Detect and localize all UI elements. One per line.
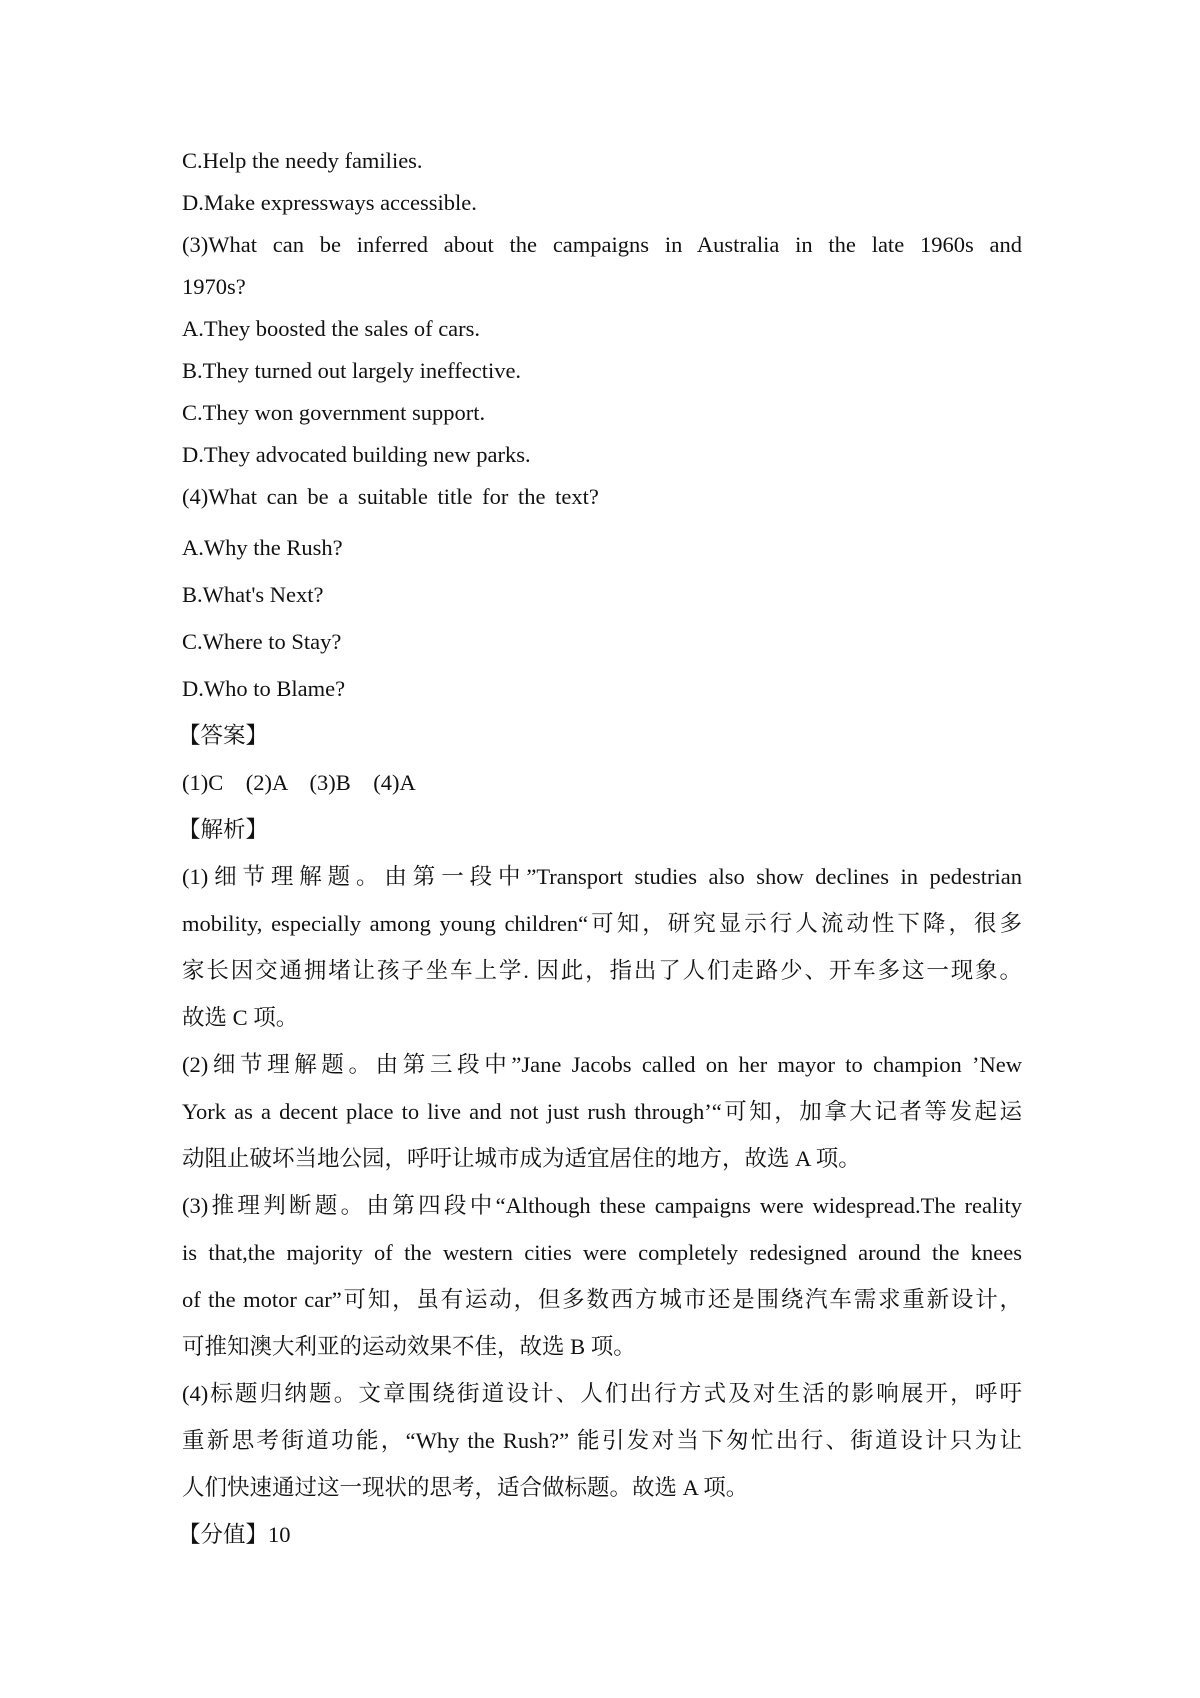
q3-option-b: B.They turned out largely ineffective. [182,358,522,383]
q4-option-d: D.Who to Blame? [182,676,346,701]
score-line: 【分值】10 [178,1522,291,1547]
q3-stem-line-1: (3)What can be inferred about the campaigns in Australia in the late 1960s and [182,232,1022,257]
analysis-line: 重新思考街道功能，“Why the Rush?” 能引发对当下匆忙出行、街道设计只为让 [182,1428,1022,1453]
analysis-line: (2)细节理解题。由第三段中”Jane Jacobs called on her mayor to champion ’New [182,1052,1022,1077]
analysis-line: of the motor car”可知，虽有运动，但多数西方城市还是围绕汽车需求重新设计， [182,1287,1022,1312]
q4-option-c: C.Where to Stay? [182,629,342,654]
q3-option-c: C.They won government support. [182,400,486,425]
answer-heading: 【答案】 [178,723,269,748]
analysis-line: 故选 C 项。 [182,1005,299,1030]
analysis-line: mobility, especially among young children“可知，研究显示行人流动性下降，很多 [182,911,1022,936]
analysis-line: 动阻止破坏当地公园，呼吁让城市成为适宜居住的地方，故选 A 项。 [182,1146,861,1171]
q2-option-d: D.Make expressways accessible. [182,190,477,215]
analysis-line: is that,the majority of the western cities were completely redesigned around the knees [182,1240,1022,1265]
analysis-line: 可推知澳大利亚的运动效果不佳，故选 B 项。 [182,1334,636,1359]
q3-option-a: A.They boosted the sales of cars. [182,316,481,341]
analysis-heading: 【解析】 [178,817,269,842]
q4-option-b: B.What's Next? [182,582,324,607]
analysis-line: 人们快速通过这一现状的思考，适合做标题。故选 A 项。 [182,1475,749,1500]
q3-stem-line-2: 1970s? [182,274,246,299]
answer-text: (1)C (2)A (3)B (4)A [182,770,416,795]
analysis-line: 家长因交通拥堵让孩子坐车上学. 因此，指出了人们走路少、开车多这一现象。 [182,958,1022,983]
analysis-line: (3)推理判断题。由第四段中“Although these campaigns were widespread.The reality [182,1193,1022,1218]
analysis-line: (4)标题归纳题。文章围绕街道设计、人们出行方式及对生活的影响展开，呼吁 [182,1381,1022,1406]
q4-stem: (4)What can be a suitable title for the text? [182,484,599,509]
q2-option-c: C.Help the needy families. [182,148,423,173]
q4-option-a: A.Why the Rush? [182,535,343,560]
analysis-line: (1)细节理解题。由第一段中”Transport studies also show declines in pedestrian [182,864,1022,889]
q3-option-d: D.They advocated building new parks. [182,442,531,467]
analysis-line: York as a decent place to live and not just rush through’“可知，加拿大记者等发起运 [182,1099,1022,1124]
